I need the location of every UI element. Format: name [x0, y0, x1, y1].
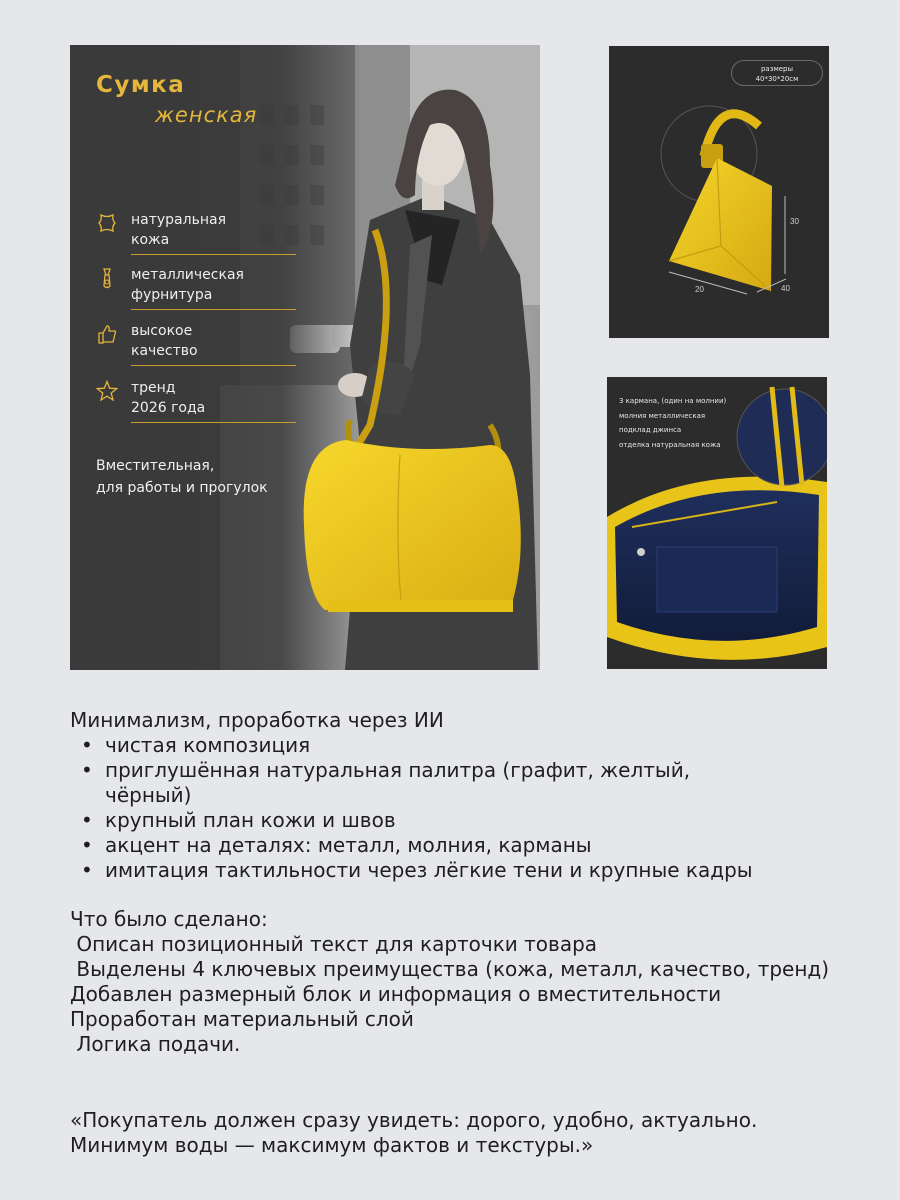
- section2-line: Проработан материальный слой: [70, 1007, 414, 1031]
- product-card-main: [70, 45, 540, 670]
- feature-divider: [131, 254, 296, 255]
- feature-divider: [131, 309, 296, 310]
- section2-line: Описан позиционный текст для карточки товара: [70, 932, 598, 956]
- feature-divider: [131, 422, 296, 423]
- feature-text-line: качество: [131, 343, 198, 359]
- feature-leather-text: [131, 210, 226, 250]
- interior-note: подклад джинса: [619, 426, 682, 434]
- dim-height: 30: [790, 217, 799, 226]
- card-title-line1: Сумка: [96, 72, 186, 98]
- list-item: • крупный план кожи и швов: [70, 808, 870, 833]
- feature-text-line: кожа: [131, 232, 170, 248]
- feature-text-line: высокое: [131, 323, 193, 339]
- description-line: Вместительная,: [96, 458, 215, 474]
- interior-card: [607, 377, 827, 669]
- dimensions-label: размеры: [760, 65, 793, 73]
- section1-bullets: [70, 733, 870, 883]
- leather-hide-icon: [96, 212, 118, 234]
- zipper-pull-icon: [96, 267, 118, 289]
- feature-text-line: тренд: [131, 380, 176, 396]
- feature-metal-text: [131, 265, 244, 305]
- feature-text-line: натуральная: [131, 212, 226, 228]
- section2-heading: Что было сделано:: [70, 907, 268, 931]
- description-line: для работы и прогулок: [96, 480, 268, 496]
- card-title-line2: женская: [155, 103, 258, 127]
- list-item: • акцент на деталях: металл, молния, карманы: [70, 833, 870, 858]
- list-item: • имитация тактильности через лёгкие тени и крупные кадры: [70, 858, 870, 883]
- thumbs-up-icon: [96, 323, 118, 345]
- dim-depth: 40: [781, 284, 790, 293]
- dim-width: 20: [695, 285, 704, 294]
- feature-quality-text: [131, 321, 198, 361]
- feature-trend-text: [131, 378, 205, 418]
- section1-heading: Минимализм, проработка через ИИ: [70, 708, 444, 732]
- quote: «Покупатель должен сразу увидеть: дорого, удобно, актуально. Минимум воды — максимум фактов и текстуры.»: [70, 1108, 758, 1157]
- star-icon: [96, 380, 118, 402]
- section2-line: Логика подачи.: [70, 1032, 241, 1056]
- section2: [70, 907, 870, 1057]
- list-item: [70, 758, 870, 808]
- dimensions-card: [609, 46, 829, 338]
- interior-note: 3 кармана, (один на молнии): [619, 397, 727, 405]
- bullet-line: приглушённая натуральная палитра (графит, желтый,: [105, 758, 691, 782]
- dimensions-badge: [731, 60, 823, 86]
- list-item: • чистая композиция: [70, 733, 870, 758]
- card-description: [96, 455, 306, 499]
- interior-notes: [619, 394, 726, 452]
- bag-dimension-illustration: [609, 46, 829, 338]
- feature-divider: [131, 365, 296, 366]
- bullet-line: чёрный): [105, 783, 192, 807]
- feature-text-line: металлическая: [131, 267, 244, 283]
- section2-line: Выделены 4 ключевых преимущества (кожа, металл, качество, тренд): [70, 957, 830, 981]
- dimensions-value: 40*30*20см: [755, 75, 799, 83]
- feature-text-line: 2026 года: [131, 400, 206, 416]
- section2-line: Добавлен размерный блок и информация о вместительности: [70, 982, 722, 1006]
- interior-note: отделка натуральная кожа: [619, 440, 721, 449]
- feature-text-line: фурнитура: [131, 287, 213, 303]
- interior-note: молния металлическая: [619, 411, 706, 420]
